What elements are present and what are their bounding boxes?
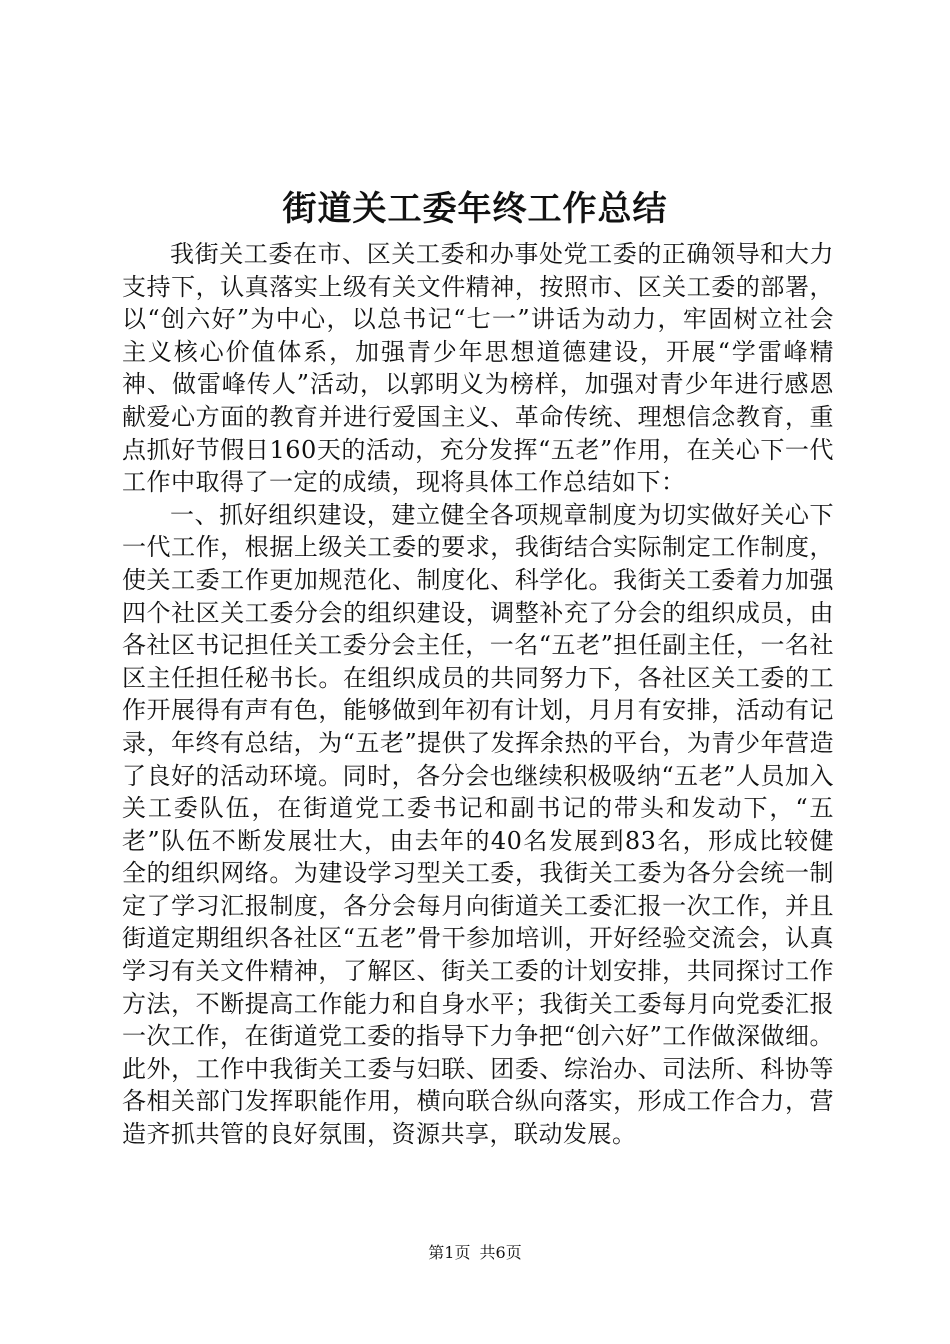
paragraph-intro: 我街关工委在市、区关工委和办事处党工委的正确领导和大力支持下，认真落实上级有关文件精神，按照市、区关工委的部署，以“创六好”为中心，以总书记“七一”讲话为动力，牢固树立社会主义核心价值体系，加强青少年思想道德建设，开展“学雷峰精神、做雷峰传人”活动，以郭明义为榜样，加强对青少年进行感恩献爱心方面的教育并进行爱国主义、革命传统、理想信念教育，重点抓好节假日160天的活动，充分发挥“五老”作用，在关心下一代工作中取得了一定的成绩，现将具体工作总结如下： [122, 240, 834, 497]
page-total: 共6页 [479, 1243, 522, 1262]
page-footer [0, 1242, 950, 1264]
page-number: 第1页 [428, 1243, 471, 1262]
paragraph-organization: 一、抓好组织建设，建立健全各项规章制度为切实做好关心下一代工作，根据上级关工委的要求，我街结合实际制定工作制度，使关工委工作更加规范化、制度化、科学化。我街关工委着力加强四个社区关工委分会的组织建设，调整补充了分会的组织成员，由各社区书记担任关工委分会主任，一名“五老”担任副主任，一名社区主任担任秘书长。在组织成员的共同努力下，各社区关工委的工作开展得有声有色，能够做到年初有计划，月月有安排，活动有记录，年终有总结，为“五老”提供了发挥余热的平台，为青少年营造了良好的活动环境。同时，各分会也继续积极吸纳“五老”人员加入关工委队伍，在街道党工委书记和副书记的带头和发动下，“五老”队伍不断发展壮大，由去年的40名发展到83名，形成比较健全的组织网络。为建设学习型关工委，我街关工委为各分会统一制定了学习汇报制度，各分会每月向街道关工委汇报一次工作，并且街道定期组织各社区“五老”骨干参加培训，开好经验交流会，认真学习有关文件精神，了解区、街关工委的计划安排，共同探讨工作方法，不断提高工作能力和自身水平；我街关工委每月向党委汇报一次工作，在街道党工委的指导下力争把“创六好”工作做深做细。此外，工作中我街关工委与妇联、团委、综治办、司法所、科协等各相关部门发挥职能作用，横向联合纵向落实，形成工作合力，营造齐抓共管的良好氛围，资源共享，联动发展。 [122, 500, 834, 1149]
document-body [122, 238, 834, 1151]
document-title: 街道关工委年终工作总结 [282, 189, 668, 229]
